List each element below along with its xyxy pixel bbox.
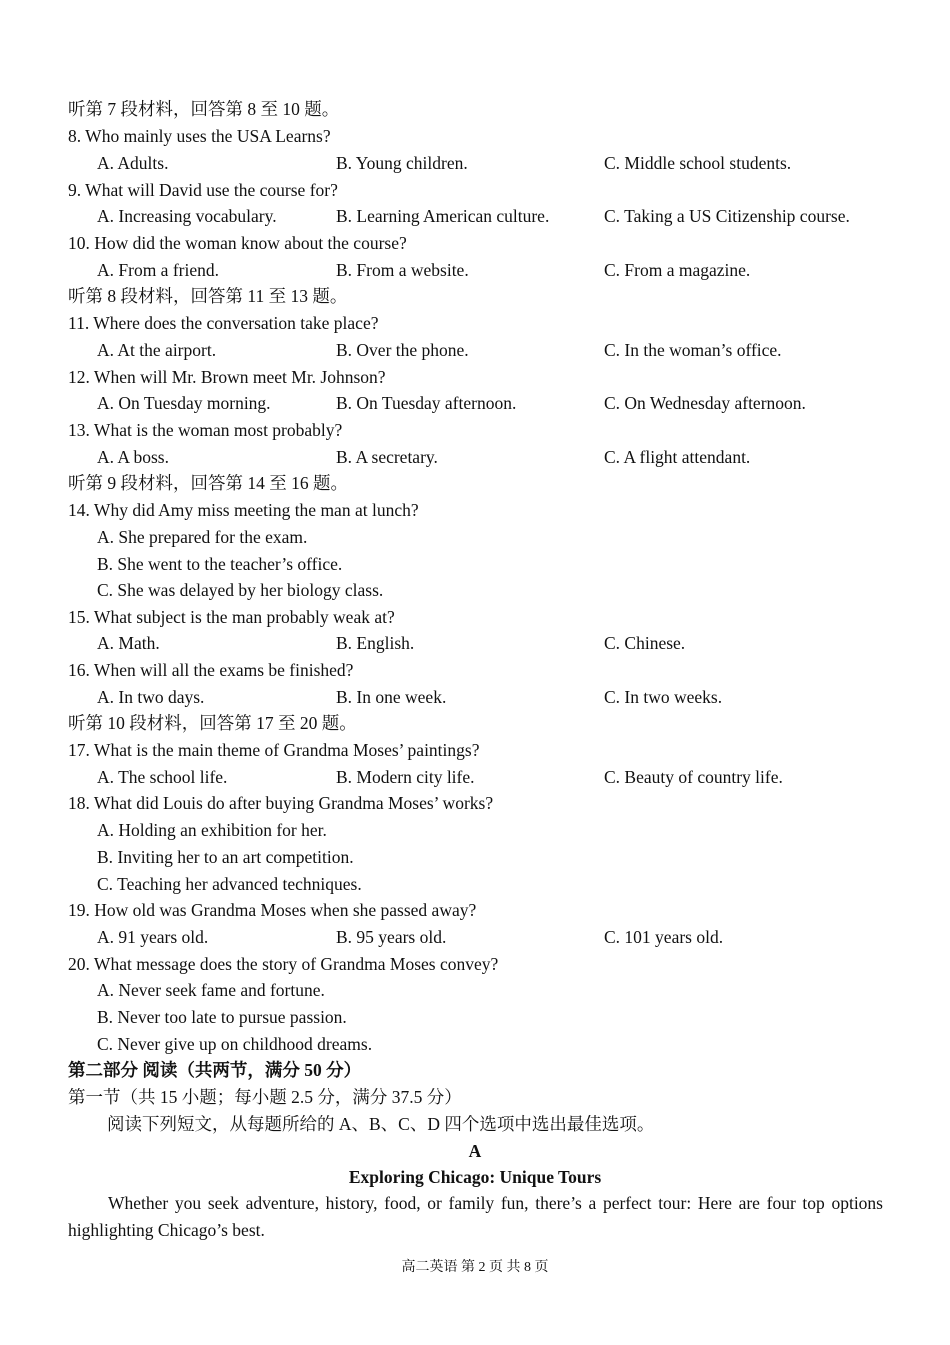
section-heading-8: 听第 8 段材料，回答第 11 至 13 题。 xyxy=(68,286,348,306)
question-19-option-c: C. 101 years old. xyxy=(604,927,724,947)
question-14-option-c: C. She was delayed by her biology class. xyxy=(97,580,384,600)
question-17-option-c: C. Beauty of country life. xyxy=(604,767,783,787)
page-footer: 高二英语 第 2 页 共 8 页 xyxy=(401,1260,549,1275)
question-20-option-b: B. Never too late to pursue passion. xyxy=(97,1007,347,1027)
question-18-stem: 18. What did Louis do after buying Grandma Moses’ works? xyxy=(68,793,494,813)
question-10-option-c: C. From a magazine. xyxy=(604,260,751,280)
question-12-option-c: C. On Wednesday afternoon. xyxy=(604,393,806,413)
question-14-option-a: A. She prepared for the exam. xyxy=(97,527,308,547)
question-9-option-b: B. Learning American culture. xyxy=(336,206,550,226)
question-15-option-c: C. Chinese. xyxy=(604,633,686,653)
reading-instruction: 阅读下列短文，从每题所给的 A、B、C、D 四个选项中选出最佳选项。 xyxy=(107,1114,655,1134)
question-12-stem: 12. When will Mr. Brown meet Mr. Johnson? xyxy=(68,367,386,387)
question-18-option-c: C. Teaching her advanced techniques. xyxy=(97,874,362,894)
question-20-stem: 20. What message does the story of Grandma Moses convey? xyxy=(68,954,499,974)
question-13-option-c: C. A flight attendant. xyxy=(604,447,751,467)
passage-label: A xyxy=(468,1141,482,1161)
question-9-stem: 9. What will David use the course for? xyxy=(68,180,338,200)
question-16-option-c: C. In two weeks. xyxy=(604,687,723,707)
passage-title: Exploring Chicago: Unique Tours xyxy=(348,1167,602,1187)
question-18-option-b: B. Inviting her to an art competition. xyxy=(97,847,354,867)
question-9-option-a: A. Increasing vocabulary. xyxy=(97,206,277,226)
passage-paragraph: Whether you seek adventure, history, food, or family fun, there’s a perfect tour: Here are four top options highlighting Chicago’s best. xyxy=(68,1193,883,1240)
question-15-option-b: B. English. xyxy=(336,633,415,653)
question-17-stem: 17. What is the main theme of Grandma Moses’ paintings? xyxy=(68,740,480,760)
question-15-option-a: A. Math. xyxy=(97,633,160,653)
part-two-heading: 第二部分 阅读（共两节，满分 50 分） xyxy=(68,1060,362,1080)
section-heading-9: 听第 9 段材料，回答第 14 至 16 题。 xyxy=(68,473,348,493)
question-8-option-b: B. Young children. xyxy=(336,153,468,173)
question-19-stem: 19. How old was Grandma Moses when she passed away? xyxy=(68,900,477,920)
question-13-option-a: A. A boss. xyxy=(97,447,169,467)
question-8-stem: 8. Who mainly uses the USA Learns? xyxy=(68,126,331,146)
question-20-option-a: A. Never seek fame and fortune. xyxy=(97,980,325,1000)
question-12-option-a: A. On Tuesday morning. xyxy=(97,393,271,413)
question-16-option-a: A. In two days. xyxy=(97,687,205,707)
question-17-option-a: A. The school life. xyxy=(97,767,228,787)
question-8-option-c: C. Middle school students. xyxy=(604,153,792,173)
question-15-stem: 15. What subject is the man probably weak at? xyxy=(68,607,395,627)
question-11-option-a: A. At the airport. xyxy=(97,340,217,360)
question-20-option-c: C. Never give up on childhood dreams. xyxy=(97,1034,373,1054)
question-14-option-b: B. She went to the teacher’s office. xyxy=(97,554,343,574)
question-12-option-b: B. On Tuesday afternoon. xyxy=(336,393,517,413)
question-13-stem: 13. What is the woman most probably? xyxy=(68,420,343,440)
question-18-option-a: A. Holding an exhibition for her. xyxy=(97,820,327,840)
question-10-option-b: B. From a website. xyxy=(336,260,469,280)
section-heading-10: 听第 10 段材料，回答第 17 至 20 题。 xyxy=(68,713,357,733)
section-heading-7: 听第 7 段材料，回答第 8 至 10 题。 xyxy=(68,99,340,119)
question-16-option-b: B. In one week. xyxy=(336,687,447,707)
question-9-option-c: C. Taking a US Citizenship course. xyxy=(604,206,850,226)
question-10-option-a: A. From a friend. xyxy=(97,260,219,280)
question-17-option-b: B. Modern city life. xyxy=(336,767,475,787)
question-11-option-b: B. Over the phone. xyxy=(336,340,469,360)
question-19-option-a: A. 91 years old. xyxy=(97,927,209,947)
question-11-option-c: C. In the woman’s office. xyxy=(604,340,782,360)
question-10-stem: 10. How did the woman know about the course? xyxy=(68,233,407,253)
question-8-option-a: A. Adults. xyxy=(97,153,169,173)
section-one-heading: 第一节（共 15 小题；每小题 2.5 分，满分 37.5 分） xyxy=(68,1087,462,1107)
question-19-option-b: B. 95 years old. xyxy=(336,927,447,947)
question-14-stem: 14. Why did Amy miss meeting the man at lunch? xyxy=(68,500,419,520)
question-11-stem: 11. Where does the conversation take place? xyxy=(68,313,379,333)
question-13-option-b: B. A secretary. xyxy=(336,447,438,467)
question-16-stem: 16. When will all the exams be finished? xyxy=(68,660,354,680)
